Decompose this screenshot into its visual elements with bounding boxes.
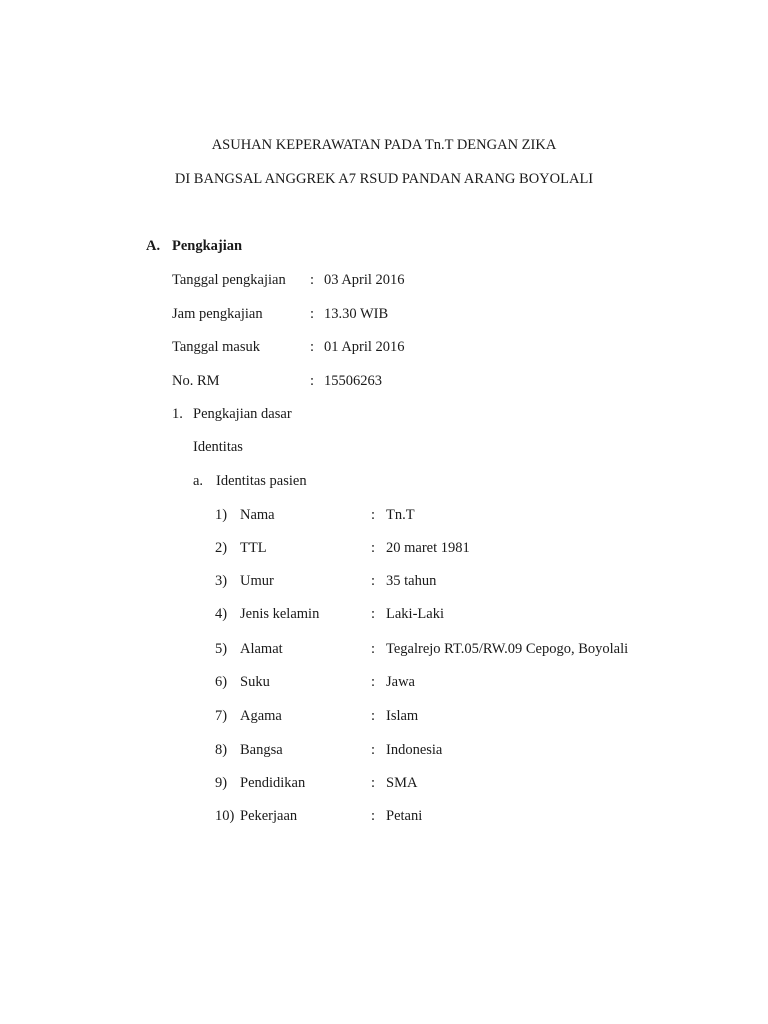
row-label: Pendidikan xyxy=(240,775,306,791)
row-number: 3) xyxy=(215,573,228,589)
row-label: Umur xyxy=(240,573,274,589)
row-label: Agama xyxy=(240,708,282,724)
row-value: Tegalrejo RT.05/RW.09 Cepogo, Boyolali xyxy=(386,641,629,657)
meta-separator: : xyxy=(310,339,315,355)
row-label: Pekerjaan xyxy=(240,808,298,824)
row-value: Jawa xyxy=(386,674,415,690)
row-value: Tn.T xyxy=(386,507,415,523)
row-number: 9) xyxy=(215,775,228,791)
row-number: 1) xyxy=(215,507,228,523)
row-separator: : xyxy=(371,641,376,657)
row-value: Petani xyxy=(386,808,423,824)
subsection-title: Pengkajian dasar xyxy=(193,406,292,422)
meta-value: 03 April 2016 xyxy=(324,272,405,288)
row-number: 10) xyxy=(215,808,235,824)
row-label: Jenis kelamin xyxy=(240,606,320,622)
meta-separator: : xyxy=(310,373,315,389)
meta-label: Jam pengkajian xyxy=(172,306,263,322)
meta-label: No. RM xyxy=(172,373,220,389)
item-title: Identitas pasien xyxy=(216,473,307,489)
meta-label: Tanggal masuk xyxy=(172,339,260,355)
item-marker: a. xyxy=(193,473,204,489)
row-number: 4) xyxy=(215,606,228,622)
row-separator: : xyxy=(371,507,376,523)
row-separator: : xyxy=(371,606,376,622)
document-title-line-2: DI BANGSAL ANGGREK A7 RSUD PANDAN ARANG BOYOLALI xyxy=(174,171,594,187)
row-number: 7) xyxy=(215,708,228,724)
row-label: Bangsa xyxy=(240,742,283,758)
row-number: 6) xyxy=(215,674,228,690)
row-value: Indonesia xyxy=(386,742,443,758)
section-marker: A. xyxy=(146,238,161,254)
row-value: Laki-Laki xyxy=(386,606,444,622)
row-number: 8) xyxy=(215,742,228,758)
row-separator: : xyxy=(371,742,376,758)
row-separator: : xyxy=(371,573,376,589)
identitas-heading: Identitas xyxy=(193,439,243,455)
meta-separator: : xyxy=(310,306,315,322)
document-title-line-1: ASUHAN KEPERAWATAN PADA Tn.T DENGAN ZIKA xyxy=(211,137,557,153)
meta-separator: : xyxy=(310,272,315,288)
meta-value: 01 April 2016 xyxy=(324,339,405,355)
row-separator: : xyxy=(371,708,376,724)
row-number: 2) xyxy=(215,540,228,556)
subsection-number: 1. xyxy=(172,406,183,422)
meta-value: 15506263 xyxy=(324,373,382,389)
section-title: Pengkajian xyxy=(172,238,243,254)
row-separator: : xyxy=(371,540,376,556)
row-value: 35 tahun xyxy=(386,573,437,589)
row-label: Alamat xyxy=(240,641,283,657)
row-value: Islam xyxy=(386,708,419,724)
row-value: SMA xyxy=(386,775,418,791)
row-number: 5) xyxy=(215,641,228,657)
row-label: Suku xyxy=(240,674,270,690)
row-separator: : xyxy=(371,808,376,824)
row-separator: : xyxy=(371,674,376,690)
row-label: TTL xyxy=(240,540,267,556)
meta-value: 13.30 WIB xyxy=(324,306,389,322)
meta-label: Tanggal pengkajian xyxy=(172,272,286,288)
row-label: Nama xyxy=(240,507,275,523)
row-value: 20 maret 1981 xyxy=(386,540,470,556)
row-separator: : xyxy=(371,775,376,791)
